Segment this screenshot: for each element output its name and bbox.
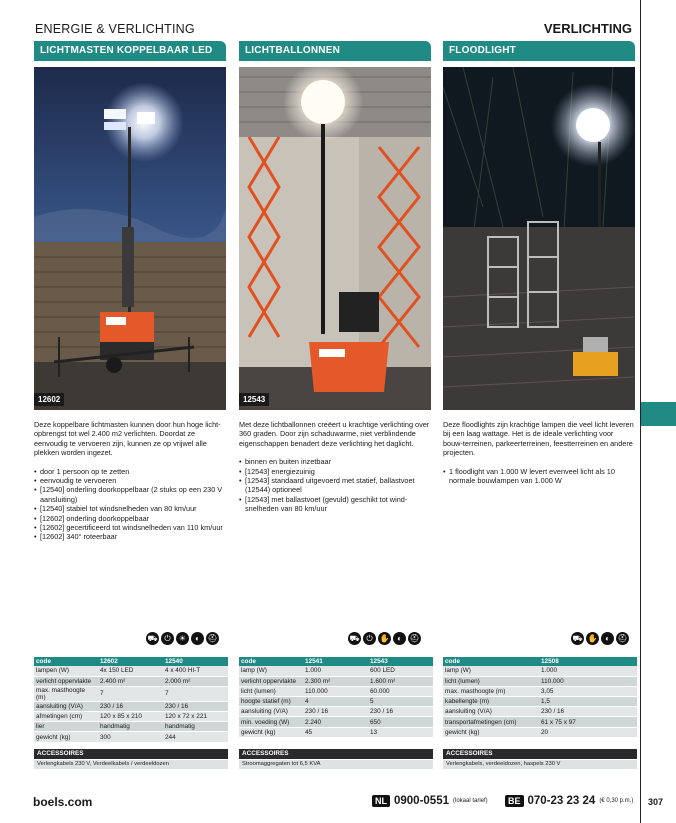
spec-table-col1 <box>34 657 228 743</box>
table-cell: 7 <box>163 686 228 701</box>
table-row <box>34 676 228 686</box>
table-cell: 4x 150 LED <box>98 666 163 676</box>
feature-list <box>239 457 435 513</box>
table-cell: kabellengte (m) <box>443 697 539 707</box>
table-cell: max. masthoogte (m) <box>34 686 98 701</box>
table-cell: 3,05 <box>539 686 637 696</box>
table-cell: gewicht (kg) <box>34 732 98 742</box>
power-plug-icon: ⏻ <box>363 632 376 645</box>
phone-rate-note: (€ 0,30 p.m.) <box>599 798 634 804</box>
table-cell: licht (lumen) <box>239 686 303 696</box>
product-column-lichtmasten <box>34 41 226 542</box>
product-description: Deze koppelbare lichtmasten kunnen door hun hoge licht-opbrengst tot wel 2.400 m2 verlichten. Doordat ze eenvoudig te vervoeren zijn, kunnen ze op vrijwel alle plekken worden ingezet. <box>34 420 221 458</box>
feature-item: • [12543] met ballastvoet (gevuld) geschikt tot wind-snelheden van 80 km/uur <box>239 495 435 514</box>
product-title: LICHTMASTEN KOPPELBAAR LED <box>34 41 226 61</box>
section-tab-marker <box>641 402 676 426</box>
table-cell: 2.400 m² <box>98 676 163 686</box>
accessoires-text: Verlengkabels, verdeeldozen, haspels 230 V <box>443 760 637 769</box>
table-row <box>443 676 637 686</box>
table-header-row <box>239 657 433 666</box>
photo-code-label: 12602 <box>34 393 64 406</box>
lamp-icon: ◐ <box>601 632 614 645</box>
section-heading: VERLICHTING <box>543 21 632 36</box>
power-plug-icon: ⏻ <box>161 632 174 645</box>
table-row <box>239 717 433 727</box>
safety-icon: ⛑ <box>617 634 628 643</box>
transport-icon: ⛟ <box>349 634 360 643</box>
table-row <box>34 712 228 722</box>
photo-code-label: 12543 <box>239 393 269 406</box>
product-title: LICHTBALLONNEN <box>239 41 431 61</box>
product-column-lichtballonnen <box>239 41 431 514</box>
table-row <box>239 727 433 737</box>
table-cell: 45 <box>303 727 368 737</box>
gloves-icon: ✋ <box>587 634 598 643</box>
table-header-cell: code <box>34 657 98 666</box>
table-row <box>443 686 637 696</box>
table-header-cell: code <box>239 657 303 666</box>
usage-icons-col3 <box>571 632 629 645</box>
table-row <box>239 686 433 696</box>
table-row <box>239 666 433 676</box>
table-cell: aansluiting (V/A) <box>443 707 539 717</box>
feature-item: • eenvoudig te vervoeren <box>34 476 230 485</box>
table-cell: 230 / 16 <box>539 707 637 717</box>
table-header-cell: 12508 <box>539 657 637 666</box>
gloves-icon: ✋ <box>379 634 390 643</box>
accessoires-heading: ACCESSOIRES <box>443 749 637 759</box>
table-header-row <box>34 657 228 666</box>
table-cell: hoogte statief (m) <box>239 697 303 707</box>
table-cell: aansluiting (V/A) <box>34 701 98 711</box>
table-row <box>239 676 433 686</box>
table-cell: lamp (W) <box>239 666 303 676</box>
table-cell: 60.000 <box>368 686 433 696</box>
table-cell: transportafmetingen (cm) <box>443 717 539 727</box>
table-row <box>443 717 637 727</box>
usage-icons-col2 <box>348 632 421 645</box>
table-cell: lier <box>34 722 98 732</box>
table-cell: 110.000 <box>539 676 637 686</box>
table-cell: 244 <box>163 732 228 742</box>
table-header-cell: 12541 <box>303 657 368 666</box>
table-cell: 600 LED <box>368 666 433 676</box>
feature-list <box>34 467 230 542</box>
accessoires-heading: ACCESSOIRES <box>34 749 228 759</box>
table-cell: verlicht oppervlakte <box>239 676 303 686</box>
phone-be <box>505 795 633 807</box>
table-cell: max. masthoogte (m) <box>443 686 539 696</box>
table-cell: 1.000 <box>539 666 637 676</box>
feature-item: • binnen en buiten inzetbaar <box>239 457 435 466</box>
feature-item: • [12540] stabiel tot windsnelheden van 80 km/uur <box>34 504 230 513</box>
table-header-cell: 12540 <box>163 657 228 666</box>
table-header-cell: 12543 <box>368 657 433 666</box>
table-cell: lamp (W) <box>443 666 539 676</box>
table-row <box>443 666 637 676</box>
table-cell: 1.000 <box>303 666 368 676</box>
page-number: 307 <box>648 797 664 807</box>
table-row <box>443 727 637 737</box>
table-cell: 5 <box>368 697 433 707</box>
phone-nl <box>372 795 488 807</box>
safety-icon: ⛑ <box>409 634 420 643</box>
table-cell: licht (lumen) <box>443 676 539 686</box>
feature-item: • [12543] standaard uitgevoerd met statief, ballastvoet (12544) optioneel <box>239 476 435 495</box>
table-row <box>34 722 228 732</box>
table-row <box>443 707 637 717</box>
table-cell: 230 / 16 <box>98 701 163 711</box>
table-cell: 1,5 <box>539 697 637 707</box>
safety-icon: ⛑ <box>207 634 218 643</box>
spec-table-col2 <box>239 657 433 738</box>
phone-number: 070-23 23 24 <box>527 795 596 807</box>
table-row <box>443 697 637 707</box>
table-row <box>34 732 228 742</box>
accessoires-text: Verlengkabels 230 V, Verdeelkabels / verdeeldozen <box>34 760 228 769</box>
table-cell: handmatig <box>98 722 163 732</box>
table-cell: 13 <box>368 727 433 737</box>
accessoires-heading: ACCESSOIRES <box>239 749 433 759</box>
table-cell: afmetingen (cm) <box>34 712 98 722</box>
table-header-cell: code <box>443 657 539 666</box>
table-cell: 120 x 72 x 221 <box>163 712 228 722</box>
table-cell: handmatig <box>163 722 228 732</box>
table-header-cell: 12602 <box>98 657 163 666</box>
spec-table-col3 <box>443 657 637 738</box>
lamp-icon: ☀ <box>176 632 189 645</box>
table-row <box>34 666 228 676</box>
feature-item: • [12602] 340° roteerbaar <box>34 532 230 541</box>
product-photo-lichtballon <box>239 67 431 410</box>
table-cell: min. voeding (W) <box>239 717 303 727</box>
lamp-icon: ◐ <box>393 632 406 645</box>
country-code-badge: BE <box>505 795 524 807</box>
table-cell: 230 / 16 <box>368 707 433 717</box>
table-cell: 4 <box>303 697 368 707</box>
table-cell: 230 / 16 <box>163 701 228 711</box>
website-link[interactable]: boels.com <box>33 795 93 809</box>
product-description: Deze floodlights zijn krachtige lampen die veel licht leveren bij een laag wattage. Het is de ideale verlichting voor bouw-terreinen, parkeerterreinen, feestterreinen en andere projecten. <box>443 420 634 458</box>
table-cell: 300 <box>98 732 163 742</box>
weight-icon: ◐ <box>191 632 204 645</box>
table-cell: 2.240 <box>303 717 368 727</box>
table-cell: verlicht oppervlakte <box>34 676 98 686</box>
feature-item: • [12602] gecertificeerd tot windsnelheden van 110 km/uur <box>34 523 230 532</box>
table-cell: 2.300 m² <box>303 676 368 686</box>
usage-icons-col1 <box>146 632 219 645</box>
table-cell: 230 / 16 <box>303 707 368 717</box>
table-row <box>34 686 228 701</box>
table-cell: 20 <box>539 727 637 737</box>
product-description: Met deze lichtballonnen creëert u krachtige verlichting over 360 graden. Door zijn schaduwarme, niet verblindende eigenschappen benadert deze verlichting het daglicht. <box>239 420 430 448</box>
phone-rate-note: (lokaal tarief) <box>453 798 488 804</box>
table-cell: 1.600 m² <box>368 676 433 686</box>
product-photo-floodlight <box>443 67 635 410</box>
table-cell: lampen (W) <box>34 666 98 676</box>
table-row <box>34 701 228 711</box>
feature-item: • [12602] onderling doorkoppelbaar <box>34 514 230 523</box>
table-cell: 110.000 <box>303 686 368 696</box>
product-photo-lichtmast <box>34 67 226 410</box>
transport-icon: ⛟ <box>147 634 158 643</box>
category-heading: ENERGIE & VERLICHTING <box>35 22 195 36</box>
feature-item: • 1 floodlight van 1.000 W levert evenveel licht als 10 normale bouwlampen van 1.000 W <box>443 467 639 486</box>
table-cell: 4 x 400 HI-T <box>163 666 228 676</box>
table-cell: gewicht (kg) <box>239 727 303 737</box>
feature-list <box>443 467 639 486</box>
phone-number: 0900-0551 <box>394 795 449 807</box>
feature-item: • [12540] onderling doorkoppelbaar (2 stuks op een 230 V aansluiting) <box>34 485 230 504</box>
table-cell: 2.000 m² <box>163 676 228 686</box>
country-code-badge: NL <box>372 795 390 807</box>
table-cell: 7 <box>98 686 163 701</box>
transport-icon: ⛟ <box>572 634 583 643</box>
feature-item: • door 1 persoon op te zetten <box>34 467 230 476</box>
table-cell: 61 x 75 x 97 <box>539 717 637 727</box>
table-header-row <box>443 657 637 666</box>
table-row <box>239 707 433 717</box>
table-cell: aansluiting (V/A) <box>239 707 303 717</box>
accessoires-text: Stroomaggregaten tot 6,5 KVA <box>239 760 433 769</box>
table-cell: gewicht (kg) <box>443 727 539 737</box>
table-cell: 650 <box>368 717 433 727</box>
table-cell: 120 x 85 x 210 <box>98 712 163 722</box>
product-column-floodlight <box>443 41 635 485</box>
table-row <box>239 697 433 707</box>
feature-item: • [12543] energiezuinig <box>239 467 435 476</box>
product-title: FLOODLIGHT <box>443 41 635 61</box>
